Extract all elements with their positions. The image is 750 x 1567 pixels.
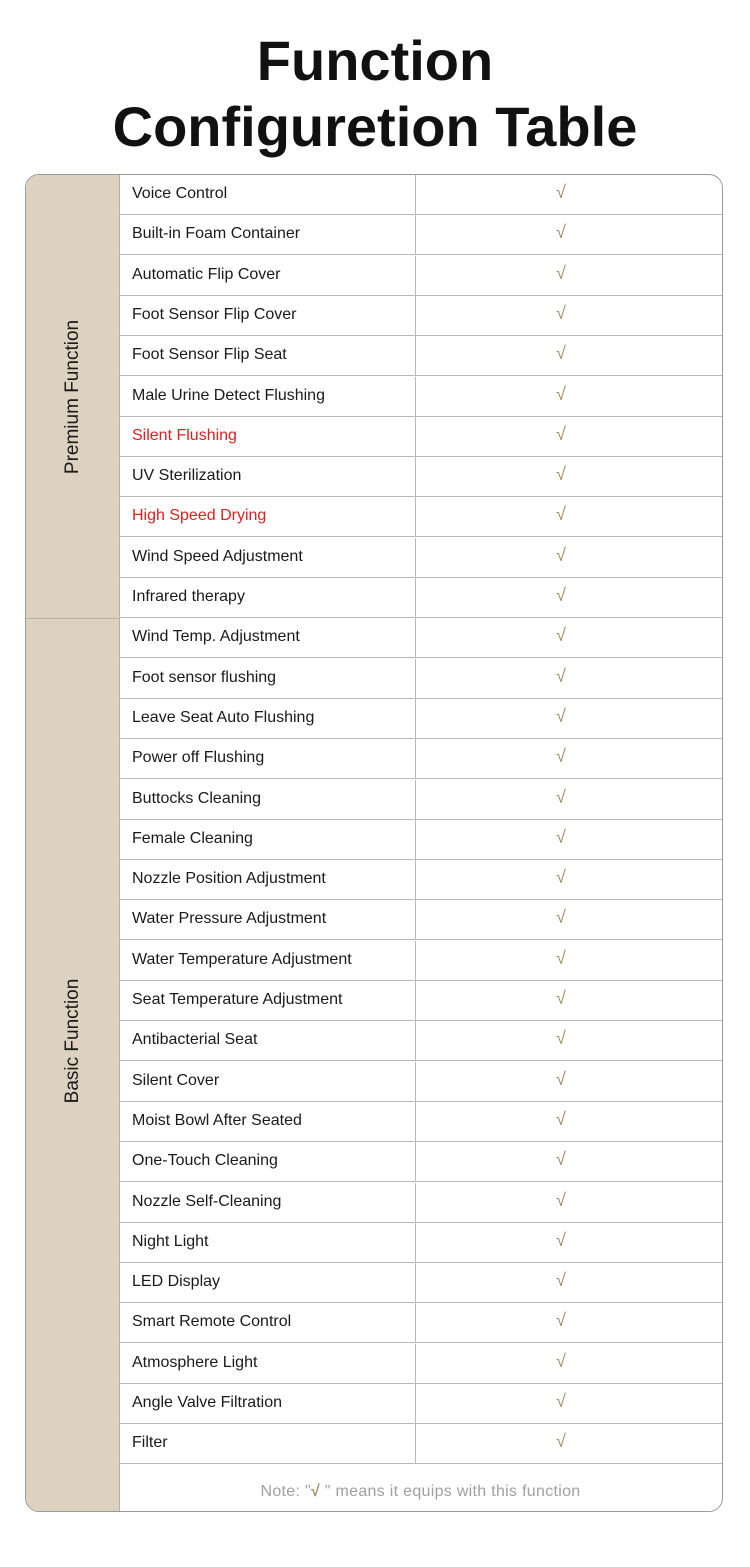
table-row <box>119 1223 722 1263</box>
check-icon: √ <box>556 383 566 404</box>
column-divider <box>415 1303 416 1343</box>
column-divider <box>415 941 416 981</box>
column-divider <box>415 699 416 739</box>
check-icon: √ <box>556 867 566 888</box>
check-icon: √ <box>556 1229 566 1250</box>
function-name: Water Temperature Adjustment <box>132 950 352 968</box>
column-divider <box>415 780 416 820</box>
check-icon: √ <box>556 1028 566 1049</box>
check-icon: √ <box>556 343 566 364</box>
table-row <box>119 860 722 900</box>
table-row <box>119 1303 722 1343</box>
column-divider <box>415 1183 416 1223</box>
check-icon: √ <box>556 544 566 565</box>
column-divider <box>415 1223 416 1263</box>
table-row <box>119 1183 722 1223</box>
function-name: Nozzle Self-Cleaning <box>132 1192 282 1210</box>
column-divider <box>415 1102 416 1142</box>
table-row <box>119 1102 722 1142</box>
column-divider <box>415 1142 416 1182</box>
check-icon: √ <box>556 746 566 767</box>
column-divider <box>415 739 416 779</box>
table-row <box>119 981 722 1021</box>
column-divider <box>415 1263 416 1303</box>
column-divider <box>415 578 416 618</box>
check-icon: √ <box>556 222 566 243</box>
table-row <box>119 1263 722 1303</box>
column-divider <box>415 336 416 376</box>
check-icon: √ <box>556 1108 566 1129</box>
title-line-2: Configuretion Table <box>112 95 638 158</box>
check-icon: √ <box>556 423 566 444</box>
check-icon: √ <box>556 1431 566 1452</box>
check-icon: √ <box>556 947 566 968</box>
function-name: Voice Control <box>132 185 228 202</box>
function-name: Foot Sensor Flip Cover <box>132 305 297 323</box>
function-name: Infrared therapy <box>132 588 245 605</box>
function-name: LED Display <box>132 1273 221 1291</box>
check-icon: √ <box>556 907 566 928</box>
column-divider <box>415 1344 416 1384</box>
check-icon: √ <box>556 1270 566 1291</box>
function-name: Female Cleaning <box>132 829 253 847</box>
table-row <box>119 659 722 699</box>
table-row <box>119 578 722 618</box>
function-table <box>25 174 723 1512</box>
table-row <box>119 256 722 296</box>
check-icon: √ <box>556 302 566 323</box>
note-suffix: " means it equips with this function <box>320 1482 581 1500</box>
check-icon: √ <box>556 1149 566 1170</box>
table-row <box>119 941 722 981</box>
column-divider <box>415 860 416 900</box>
function-name: Foot Sensor Flip Seat <box>132 346 287 364</box>
function-name: Angle Valve Filtration <box>132 1394 282 1411</box>
table-row <box>119 1344 722 1384</box>
table-row <box>119 739 722 779</box>
column-divider <box>415 538 416 578</box>
check-icon: √ <box>556 182 566 202</box>
function-name: Wind Temp. Adjustment <box>132 628 300 646</box>
check-icon: √ <box>556 1068 566 1089</box>
column-divider <box>415 900 416 940</box>
column-divider <box>415 981 416 1021</box>
function-name: Power off Flushing <box>132 749 265 767</box>
check-icon: √ <box>556 826 566 847</box>
table-row <box>119 699 722 739</box>
function-name: Water Pressure Adjustment <box>132 910 327 928</box>
table-row <box>119 1384 722 1424</box>
check-icon: √ <box>556 786 566 807</box>
check-icon: √ <box>556 262 566 283</box>
category-sidebar <box>26 175 120 1511</box>
check-icon: √ <box>556 1310 566 1331</box>
function-name: Buttocks Cleaning <box>132 789 261 807</box>
column-divider <box>415 457 416 497</box>
group-label <box>26 175 119 618</box>
function-name: Silent Cover <box>132 1071 220 1089</box>
table-row <box>119 417 722 457</box>
function-name: Nozzle Position Adjustment <box>132 870 326 888</box>
check-icon: √ <box>556 585 566 605</box>
function-name: Seat Temperature Adjustment <box>132 991 343 1008</box>
check-icon: √ <box>556 988 566 1008</box>
function-name: Foot sensor flushing <box>132 668 277 686</box>
table-row <box>119 175 722 215</box>
check-icon: √ <box>556 705 566 726</box>
column-divider <box>415 1424 416 1464</box>
check-icon: √ <box>556 1391 566 1411</box>
group-label-text: Premium Function <box>61 319 83 474</box>
table-row <box>119 780 722 820</box>
title-line-1: Function <box>256 29 494 92</box>
function-name: Antibacterial Seat <box>132 1031 258 1049</box>
function-name: High Speed Drying <box>132 507 267 525</box>
function-name: Smart Remote Control <box>132 1313 292 1331</box>
function-name: Moist Bowl After Seated <box>132 1111 302 1129</box>
function-name: Built-in Foam Container <box>132 225 301 243</box>
note-check-icon: √ <box>310 1482 321 1500</box>
check-icon: √ <box>556 625 566 646</box>
check-icon: √ <box>556 1189 566 1210</box>
table-row <box>119 296 722 336</box>
table-row <box>119 538 722 578</box>
column-divider <box>415 296 416 336</box>
table-row <box>119 377 722 417</box>
function-name: Male Urine Detect Flushing <box>132 386 325 404</box>
table-row <box>119 457 722 497</box>
function-name: Automatic Flip Cover <box>132 265 281 283</box>
function-name: One-Touch Cleaning <box>132 1152 278 1170</box>
check-icon: √ <box>556 665 566 686</box>
function-name: UV Sterilization <box>132 467 242 485</box>
table-row <box>119 900 722 940</box>
column-divider <box>415 377 416 417</box>
column-divider <box>415 618 416 658</box>
function-name: Filter <box>132 1434 168 1452</box>
function-name: Leave Seat Auto Flushing <box>132 708 315 726</box>
table-row <box>119 1142 722 1182</box>
note-prefix: Note: " <box>260 1482 311 1500</box>
function-name: Wind Speed Adjustment <box>132 547 303 565</box>
table-row <box>119 820 722 860</box>
column-divider <box>415 497 416 537</box>
table-row <box>119 336 722 376</box>
column-divider <box>415 1062 416 1102</box>
group-label-text: Basic Function <box>61 979 83 1104</box>
function-name: Silent Flushing <box>132 426 237 444</box>
function-name: Atmosphere Light <box>132 1353 258 1371</box>
column-divider <box>415 175 416 215</box>
column-divider <box>415 820 416 860</box>
table-note <box>119 1483 722 1501</box>
function-name: Night Light <box>132 1232 209 1250</box>
column-divider <box>415 1384 416 1424</box>
column-divider <box>415 215 416 255</box>
column-divider <box>415 659 416 699</box>
table-row <box>119 215 722 255</box>
column-divider <box>415 1021 416 1061</box>
table-row <box>119 1021 722 1061</box>
page-title <box>0 28 750 160</box>
group-label <box>26 618 119 1464</box>
table-row <box>119 618 722 658</box>
table-row <box>119 1424 722 1464</box>
table-row <box>119 497 722 537</box>
column-divider <box>415 417 416 457</box>
table-row <box>119 1062 722 1102</box>
check-icon: √ <box>556 504 566 525</box>
check-icon: √ <box>556 464 566 485</box>
check-icon: √ <box>556 1350 566 1371</box>
column-divider <box>415 256 416 296</box>
